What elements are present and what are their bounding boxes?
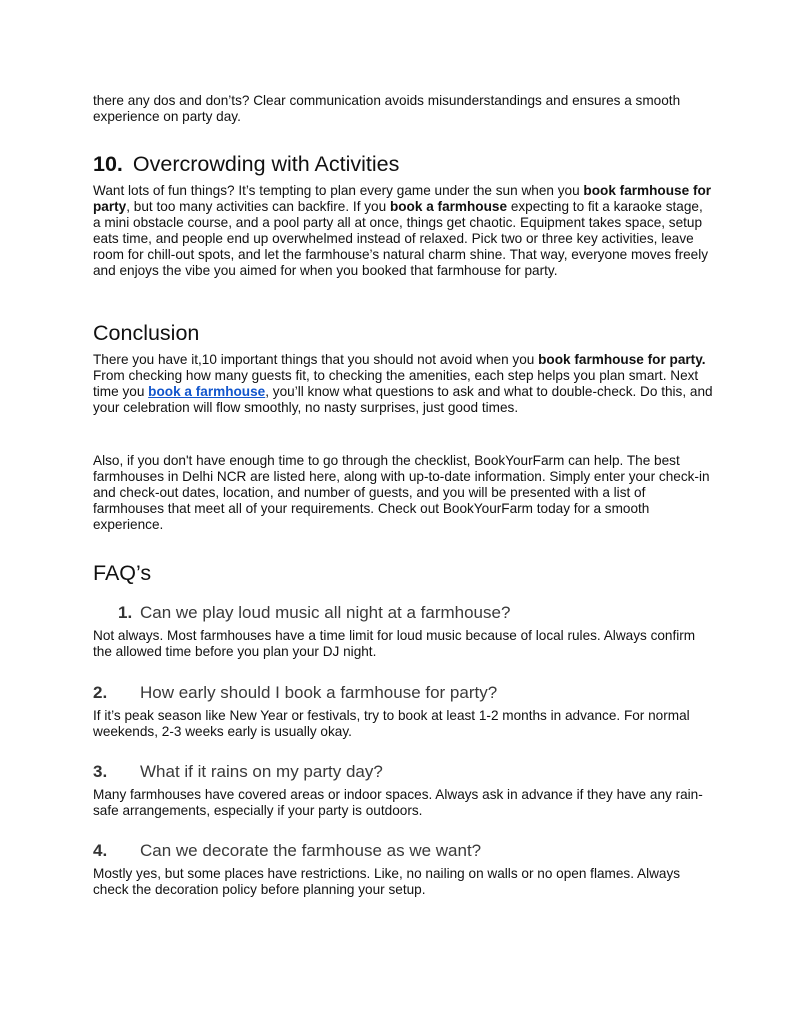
text-run: expecting to fit a karaoke stage, a mini obstacle course, and a pool party all at once, things get chaotic. Equipment takes space, setup eats time, and people end up overwhelmed instead of relaxed. Pick two or three key activities, leave room for chill-out spots, and let the farmhouse’s natural charm shine. That way, everyone moves freely and enjoys the vibe you aimed for when you booked that farmhouse for party. bbox=[93, 199, 709, 279]
bold-keyword: book farmhouse for party. bbox=[538, 352, 706, 367]
conclusion-paragraph bbox=[93, 352, 713, 416]
faq-answer-4: Mostly yes, but some places have restrictions. Like, no nailing on walls or no open flames. Always check the decoration policy before planning your setup. bbox=[93, 866, 681, 898]
text-run: , but too many activities can backfire. If you bbox=[126, 199, 390, 215]
text-run: There you have it,10 important things that you should not avoid when you bbox=[93, 352, 539, 367]
faq-question-1 bbox=[118, 602, 510, 623]
faq-answer-3: Many farmhouses have covered areas or indoor spaces. Always ask in advance if they have any rain-safe arrangements, especially if your party is outdoors. bbox=[93, 787, 703, 819]
faq-answer-1: Not always. Most farmhouses have a time limit for loud music because of local rules. Always confirm the allowed time before you plan your DJ night. bbox=[93, 628, 696, 660]
faq-number: 2. bbox=[93, 683, 108, 702]
book-farmhouse-link[interactable]: book a farmhouse bbox=[148, 384, 266, 400]
section-number: 10. bbox=[93, 152, 123, 176]
faq-heading: FAQ’s bbox=[93, 561, 152, 585]
text-run: From checking how many guests fit, to checking the amenities, each step helps you plan smart. Next time you bbox=[93, 368, 699, 400]
faq-question-text: Can we play loud music all night at a farmhouse? bbox=[140, 603, 511, 622]
faq-question-3 bbox=[93, 761, 383, 782]
faq-question-text: How early should I book a farmhouse for party? bbox=[140, 683, 498, 702]
bold-keyword: book a farmhouse bbox=[389, 199, 508, 215]
faq-question-text: Can we decorate the farmhouse as we want? bbox=[140, 841, 482, 860]
text-run: , you’ll know what questions to ask and what to double-check. Do this, and your celebration will flow smoothly, no nasty surprises, just good times. bbox=[93, 384, 713, 416]
faq-answer-2: If it’s peak season like New Year or festivals, try to book at least 1-2 months in advance. For normal weekends, 2-3 weeks early is usually okay. bbox=[93, 708, 690, 740]
faq-question-2 bbox=[93, 682, 497, 703]
faq-question-text: What if it rains on my party day? bbox=[140, 762, 383, 781]
section-10-heading bbox=[93, 151, 399, 177]
faq-number: 4. bbox=[93, 841, 108, 860]
section-10-paragraph bbox=[93, 183, 713, 280]
faq-number: 3. bbox=[93, 762, 108, 781]
faq-question-4 bbox=[93, 840, 481, 861]
conclusion-heading: Conclusion bbox=[93, 321, 200, 345]
section-title: Overcrowding with Activities bbox=[132, 152, 400, 176]
intro-paragraph: there any dos and don’ts? Clear communication avoids misunderstandings and ensures a smooth experience on party day. bbox=[93, 93, 681, 125]
bookyourfarm-paragraph: Also, if you don't have enough time to go through the checklist, BookYourFarm can help. The best farmhouses in Delhi NCR are listed here, along with up-to-date information. Simply enter your check-in and check-out dates, location, and number of guests, and you will be presented with a list of farmhouses that meet all of your requirements. Check out BookYourFarm today for a smooth experience. bbox=[93, 453, 710, 533]
faq-number: 1. bbox=[118, 603, 133, 622]
bold-keyword: book farmhouse for party bbox=[93, 183, 712, 215]
text-run: Want lots of fun things? It’s tempting to plan every game under the sun when you bbox=[93, 183, 584, 198]
